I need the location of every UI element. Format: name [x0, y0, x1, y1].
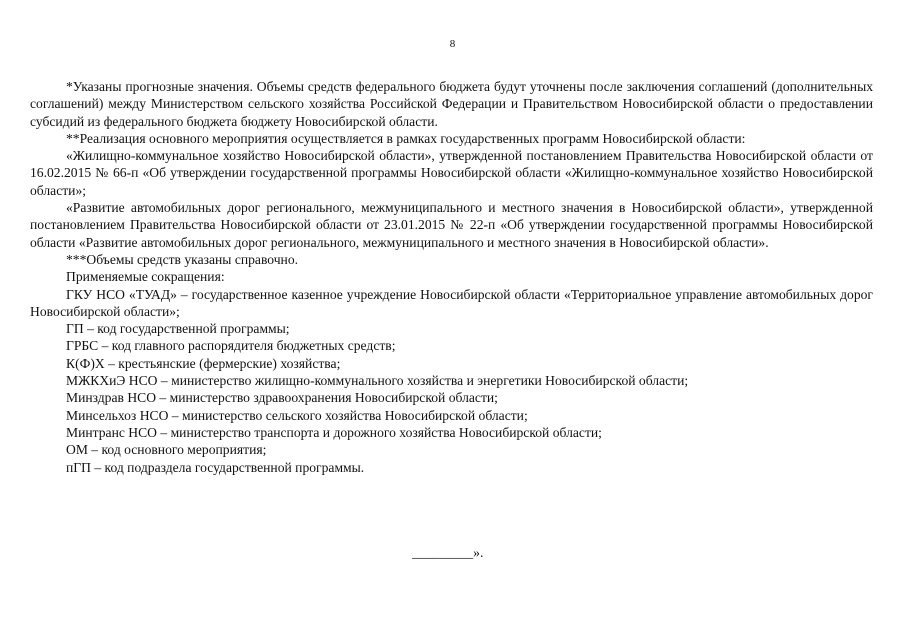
abbreviation-item: ГП – код государственной программы; — [66, 321, 290, 337]
abbreviation-item: К(Ф)Х – крестьянские (фермерские) хозяйства; — [66, 355, 341, 371]
abbreviation-item: ГРБС – код главного распорядителя бюджетных средств; — [66, 338, 396, 354]
program-housing-utilities: «Жилищно-коммунальное хозяйство Новосибирской области», утвержденной постановлением Правительства Новосибирской области от 16.02.2015 № 66-п «Об утверждении государственной программы Новосибирской области «Жилищно-коммунальное хозяйство Новосибирской области»; — [30, 148, 873, 198]
abbreviation-item: пГП – код подраздела государственной программы. — [66, 459, 365, 475]
closing-line: _________». — [412, 545, 484, 560]
abbreviation-item: Минтранс НСО – министерство транспорта и дорожного хозяйства Новосибирской области; — [66, 424, 602, 440]
program-roads: «Развитие автомобильных дорог регионального, межмуниципального и местного значения в Новосибирской области», утвержденной постановлением Правительства Новосибирской области от 23.01.2015 № 22-п «Об утверждении государственной программы Новосибирской области «Развитие автомобильных дорог регионального, межмуниципального и местного значения в Новосибирской области». — [30, 200, 873, 250]
page-number: 8 — [449, 38, 456, 50]
abbreviation-item: Минздрав НСО – министерство здравоохранения Новосибирской области; — [66, 390, 498, 406]
footnote-forecast-values: *Указаны прогнозные значения. Объемы средств федерального бюджета будут уточнены после заключения соглашений (дополнительных соглашений) между Министерством сельского хозяйства Российской Федерации и Правительством Новосибирской области о предоставлении субсидий из федерального бюджета бюджету Новосибирской области. — [30, 79, 873, 129]
abbreviation-item: Минсельхоз НСО – министерство сельского хозяйства Новосибирской области; — [66, 407, 528, 423]
abbreviation-item: ГКУ НСО «ТУАД» – государственное казенное учреждение Новосибирской области «Территориальное управление автомобильных дорог Новосибирской области»; — [30, 286, 873, 319]
abbreviation-item: МЖКХиЭ НСО – министерство жилищно-коммунального хозяйства и энергетики Новосибирской области; — [66, 373, 689, 389]
abbreviation-item: ОМ – код основного мероприятия; — [66, 442, 267, 458]
footnote-reference-amounts: ***Объемы средств указаны справочно. — [66, 251, 299, 267]
document-body — [30, 78, 873, 476]
abbreviations-heading: Применяемые сокращения: — [66, 269, 225, 285]
footnote-programs-intro: **Реализация основного мероприятия осуществляется в рамках государственных программ Новосибирской области: — [66, 130, 746, 146]
